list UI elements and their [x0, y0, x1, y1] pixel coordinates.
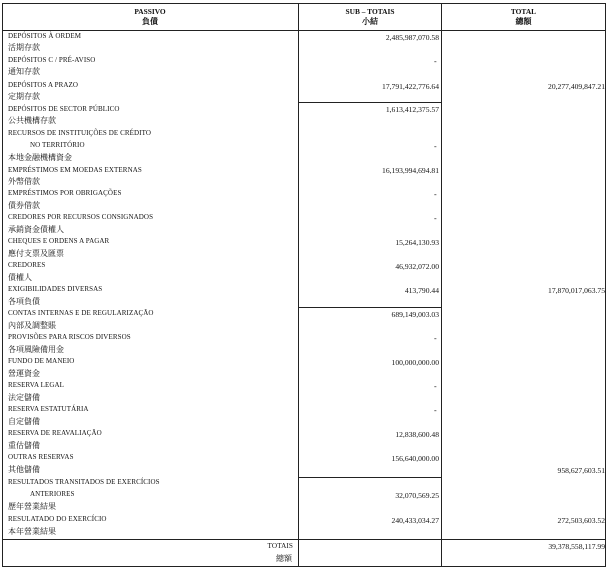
row-label-pt: DEPÓSITOS DE SECTOR PÚBLICO	[8, 105, 120, 113]
row-label-pt: PROVISÕES PARA RISCOS DIVERSOS	[8, 333, 131, 341]
row-label-pt: EXIGIBILIDADES DIVERSAS	[8, 285, 103, 293]
header-subtotais: SUB – TOTAIS	[345, 7, 395, 16]
top-border	[2, 3, 606, 4]
row-label-zh: 重估儲備	[8, 441, 40, 450]
row-label-zh: 承銷資金債權人	[8, 225, 64, 234]
totals-label-zh: 總額	[276, 554, 292, 563]
row-label-pt: EMPRÉSTIMOS POR OBRIGAÇÕES	[8, 189, 122, 197]
row-label-pt-continued: ANTERIORES	[30, 490, 75, 498]
totals-label: TOTAIS	[267, 542, 293, 550]
header-passivo: PASSIVO	[134, 7, 166, 16]
subtotal-rule	[299, 102, 441, 103]
row-label-pt: CREDORES	[8, 261, 46, 269]
row-label-zh: 內部及調整賬	[8, 321, 56, 330]
row-label-zh: 自定儲備	[8, 417, 40, 426]
row-label-pt: OUTRAS RESERVAS	[8, 453, 74, 461]
row-subtotal: 413,790.44	[404, 286, 439, 295]
row-label-zh: 外幣借款	[8, 177, 40, 186]
row-subtotal: -	[434, 57, 437, 66]
row-subtotal: 1,613,412,375.57	[385, 105, 439, 114]
row-subtotal: 17,791,422,776.64	[382, 82, 439, 91]
subtotal-rule	[299, 307, 441, 308]
row-label-pt: CHEQUES E ORDENS A PAGAR	[8, 237, 110, 245]
row-subtotal: -	[434, 214, 437, 223]
row-total: 958,627,603.51	[557, 466, 605, 475]
row-label-pt-continued: NO TERRITÓRIO	[30, 141, 85, 149]
row-subtotal: 16,193,994,694.81	[382, 166, 439, 175]
totals-top-rule	[2, 539, 606, 540]
row-total: 17,870,017,063.75	[548, 286, 605, 295]
row-label-pt: CREDORES POR RECURSOS CONSIGNADOS	[8, 213, 154, 221]
row-total: 20,277,409,847.21	[548, 82, 605, 91]
row-subtotal: -	[434, 190, 437, 199]
row-label-pt: RESERVA LEGAL	[8, 381, 65, 389]
row-label-zh: 定期存款	[8, 92, 40, 101]
row-label-pt: RESERVA ESTATUTÁRIA	[8, 405, 89, 413]
row-label-pt: CONTAS INTERNAS E DE REGULARIZAÇÃO	[8, 309, 154, 317]
row-label-pt: RECURSOS DE INSTITUIÇÕES DE CRÉDITO	[8, 129, 151, 137]
row-label-zh: 活期存款	[8, 43, 40, 52]
row-label-zh: 債券借款	[8, 201, 40, 210]
row-label-zh: 本年營業結果	[8, 527, 56, 536]
left-border	[2, 3, 3, 567]
row-subtotal: -	[434, 334, 437, 343]
row-subtotal: 689,149,003.03	[391, 310, 439, 319]
subtotal-rule	[299, 477, 441, 478]
row-label-pt: DEPÓSITOS A PRAZO	[8, 81, 79, 89]
row-label-zh: 法定儲備	[8, 393, 40, 402]
row-subtotal: 240,433,034.27	[391, 516, 439, 525]
row-label-pt: EMPRÉSTIMOS EM MOEDAS EXTERNAS	[8, 166, 142, 174]
row-subtotal: 156,640,000.00	[391, 454, 439, 463]
col-divider-2	[441, 3, 442, 567]
header-total: TOTAL	[510, 7, 537, 16]
row-label-zh: 各項風險備用金	[8, 345, 64, 354]
col-divider-1	[298, 3, 299, 567]
row-subtotal: 46,932,072.00	[395, 262, 439, 271]
row-label-pt: DEPÓSITOS À ORDEM	[8, 32, 82, 40]
grand-total: 39,378,558,117.99	[548, 542, 605, 551]
row-label-zh: 各項負債	[8, 297, 40, 306]
header-bottom-border	[2, 30, 606, 31]
row-subtotal: 2,485,987,070.58	[385, 33, 439, 42]
row-label-pt: DEPÓSITOS C / PRÉ-AVISO	[8, 56, 96, 64]
row-label-pt: RESERVA DE REAVALIAÇÃO	[8, 429, 102, 437]
right-border	[605, 3, 606, 567]
row-label-zh: 其他儲備	[8, 465, 40, 474]
row-label-zh: 營運資金	[8, 369, 40, 378]
row-subtotal: -	[434, 406, 437, 415]
header-passivo-zh: 負債	[142, 17, 158, 26]
row-subtotal: 15,264,130.93	[395, 238, 439, 247]
row-subtotal: 100,000,000.00	[391, 358, 439, 367]
row-label-zh: 公共機構存款	[8, 116, 56, 125]
row-label-pt: RESULTADOS TRANSITADOS DE EXERCÍCIOS	[8, 478, 160, 486]
row-subtotal: -	[434, 142, 437, 151]
row-label-zh: 債權人	[8, 273, 32, 282]
row-label-zh: 應付支票及匯票	[8, 249, 64, 258]
row-label-zh: 本地金融機構資金	[8, 153, 72, 162]
row-label-pt: FUNDO DE MANEIO	[8, 357, 75, 365]
header-subtotais-zh: 小結	[362, 17, 378, 26]
bottom-border	[2, 566, 606, 567]
row-label-zh: 通知存款	[8, 67, 40, 76]
row-total: 272,503,603.52	[557, 516, 605, 525]
row-subtotal: 32,070,569.25	[395, 491, 439, 500]
row-label-pt: RESULATADO DO EXERCÍCIO	[8, 515, 107, 523]
header-total-zh: 總額	[515, 17, 532, 26]
row-label-zh: 歷年營業結果	[8, 502, 56, 511]
row-subtotal: -	[434, 382, 437, 391]
row-subtotal: 12,838,600.48	[395, 430, 439, 439]
